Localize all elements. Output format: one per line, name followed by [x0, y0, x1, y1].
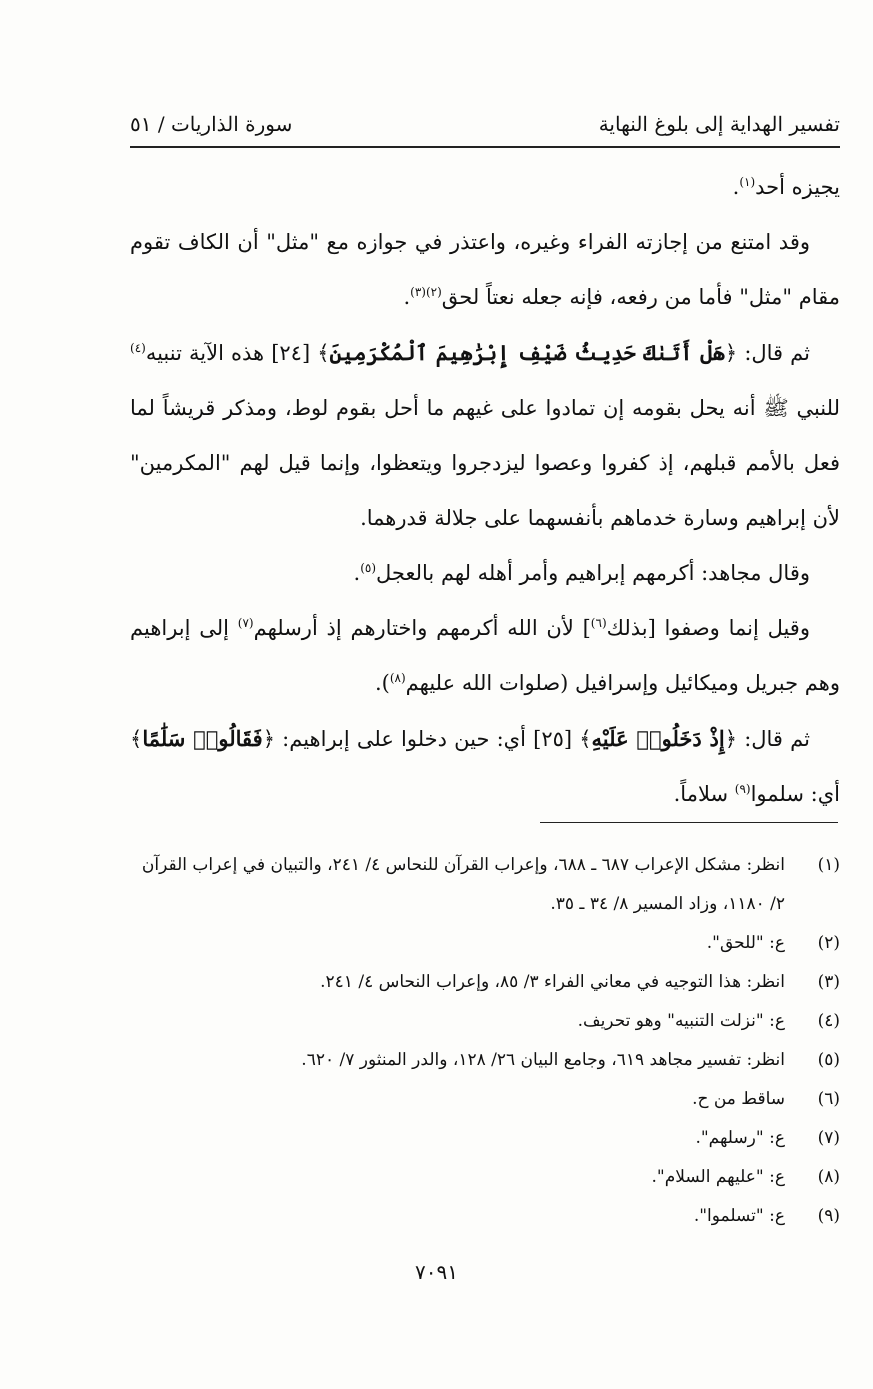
- quran-bracket-open: ﴿: [724, 341, 738, 365]
- footnote-text: انظر: هذا التوجيه في معاني الفراء ٣/ ٨٥، وإعراب النحاس ٤/ ٢٤١.: [320, 972, 785, 992]
- footnote-ref: (٨): [389, 671, 406, 685]
- paragraph-5: وقيل إنما وصفوا [بذلك$^{(٦)}$] لأن الله أكرمهم واختارهم إذ أرسلهم$^{(٧)}$ إلى إبراهيم وهم جبريل وميكائيل وإسرافيل (صلوات الله عليهم$^{(٨)}$).: [130, 616, 840, 695]
- footnote-text: ع: "رسلهم".: [695, 1128, 785, 1148]
- footnote-item: [130, 846, 840, 924]
- footnote-ref: (٥): [360, 561, 377, 575]
- footnote-ref: (٤): [130, 341, 146, 355]
- footnote-number: (١): [817, 855, 840, 875]
- footnote-item: [130, 963, 840, 1002]
- quran-bracket-close: ﴾: [130, 727, 143, 751]
- footnote-text: انظر: مشكل الإعراب ٦٨٧ ـ ٦٨٨، وإعراب القرآن للنحاس ٤/ ٢٤١، والتبيان في إعراب القرآن ٢/ ١١٨٠، وزاد المسير ٨/ ٣٤ ـ ٣٥.: [141, 855, 785, 914]
- quran-verse: إِذْ دَخَلُوا۟ عَلَيْهِ: [591, 726, 725, 751]
- footnote-text: ع: "للحق".: [706, 933, 785, 953]
- footnote-item: [130, 924, 840, 963]
- paragraph-3: ثم قال: ﴿هَلْ أَتَىٰكَ حَدِيثُ ضَيْفِ إِبْرَٰهِيمَ ٱلْمُكْرَمِينَ﴾ [٢٤] هذه الآية تنبيه$^{(٤)}$ للنبي ﷺ أنه يحل بقومه إن تمادوا على غيهم ما أحل بقوم لوط، ومذكر قريشاً لما فعل بالأمم قبلهم، إذ كفروا وعصوا ليزدجروا ويتعظوا، وإنما قيل لهم "المكرمين" لأن إبراهيم وسارة خدماهم بأنفسهما على جلالة قدرهما.: [130, 340, 840, 530]
- footnote-number: (٢): [817, 933, 840, 953]
- footnote-separator: [540, 822, 838, 823]
- footnote-ref: (٣): [410, 285, 426, 299]
- footnote-item: [130, 1002, 840, 1041]
- page-number: ٧٠٩١: [415, 1260, 458, 1284]
- quran-bracket-open: ﴿: [262, 727, 276, 751]
- verse-number: [٢٤]: [271, 341, 311, 365]
- book-title: تفسير الهداية إلى بلوغ النهاية: [598, 112, 840, 136]
- quran-bracket-open: ﴿: [724, 727, 738, 751]
- footnote-item: [130, 1158, 840, 1197]
- paragraph-4: وقال مجاهد: أكرمهم إبراهيم وأمر أهله لهم بالعجل$^{(٥)}$.: [353, 561, 810, 585]
- running-header: [130, 96, 840, 136]
- quran-verse: فَقَالُوا۟ سَلَٰمًا: [142, 726, 263, 751]
- footnote-ref: (٢): [425, 285, 442, 299]
- footnote-ref: (٦): [590, 616, 607, 630]
- footnote-ref: (١): [739, 175, 756, 189]
- surah-title: سورة الذاريات / ٥١: [130, 112, 293, 136]
- footnote-item: [130, 1119, 840, 1158]
- footnote-number: (٧): [817, 1128, 840, 1148]
- verse-number: [٢٥]: [533, 727, 573, 751]
- footnote-number: (٤): [817, 1011, 840, 1031]
- footnote-item: [130, 1080, 840, 1119]
- footnote-text: ع: "نزلت التنبيه" وهو تحريف.: [577, 1011, 785, 1031]
- footnote-number: (٩): [817, 1206, 840, 1226]
- footnote-ref: (٧): [237, 616, 254, 630]
- footnote-number: (٨): [817, 1167, 840, 1187]
- footnote-number: (٦): [817, 1089, 840, 1109]
- footnote-ref: (٩): [734, 782, 751, 796]
- paragraph-1: يجيزه أحد$^{(١)}$.: [732, 175, 840, 199]
- footnote-number: (٥): [817, 1050, 840, 1070]
- main-text: [130, 160, 840, 822]
- quran-verse: هَلْ أَتَىٰكَ حَدِيثُ ضَيْفِ إِبْرَٰهِيمَ ٱلْمُكْرَمِينَ: [329, 340, 725, 365]
- footnote-text: ع: "عليهم السلام".: [651, 1167, 785, 1187]
- quran-bracket-close: ﴾: [579, 727, 592, 751]
- quran-bracket-close: ﴾: [317, 341, 330, 365]
- paragraph-6: ثم قال: ﴿إِذْ دَخَلُوا۟ عَلَيْهِ﴾ [٢٥] أي: حين دخلوا على إبراهيم: ﴿فَقَالُوا۟ سَلَٰمًا﴾ أي: سلموا$^{(٩)}$ سلاماً.: [130, 726, 840, 806]
- header-rule: [130, 146, 840, 148]
- footnotes: [130, 846, 840, 1236]
- footnote-number: (٣): [817, 972, 840, 992]
- footnote-text: انظر: تفسير مجاهد ٦١٩، وجامع البيان ٢٦/ ١٢٨، والدر المنثور ٧/ ٦٢٠.: [301, 1050, 785, 1070]
- footnote-item: [130, 1041, 840, 1080]
- footnote-text: ساقط من ح.: [692, 1089, 785, 1109]
- footnote-text: ع: "تسلموا".: [693, 1206, 785, 1226]
- footnote-item: [130, 1197, 840, 1236]
- paragraph-2: وقد امتنع من إجازته الفراء وغيره، واعتذر في جوازه مع "مثل" أن الكاف تقوم مقام "مثل" فأما من رفعه، فإنه جعله نعتاً لحق$^{(٢)(٣)}$.: [130, 230, 840, 309]
